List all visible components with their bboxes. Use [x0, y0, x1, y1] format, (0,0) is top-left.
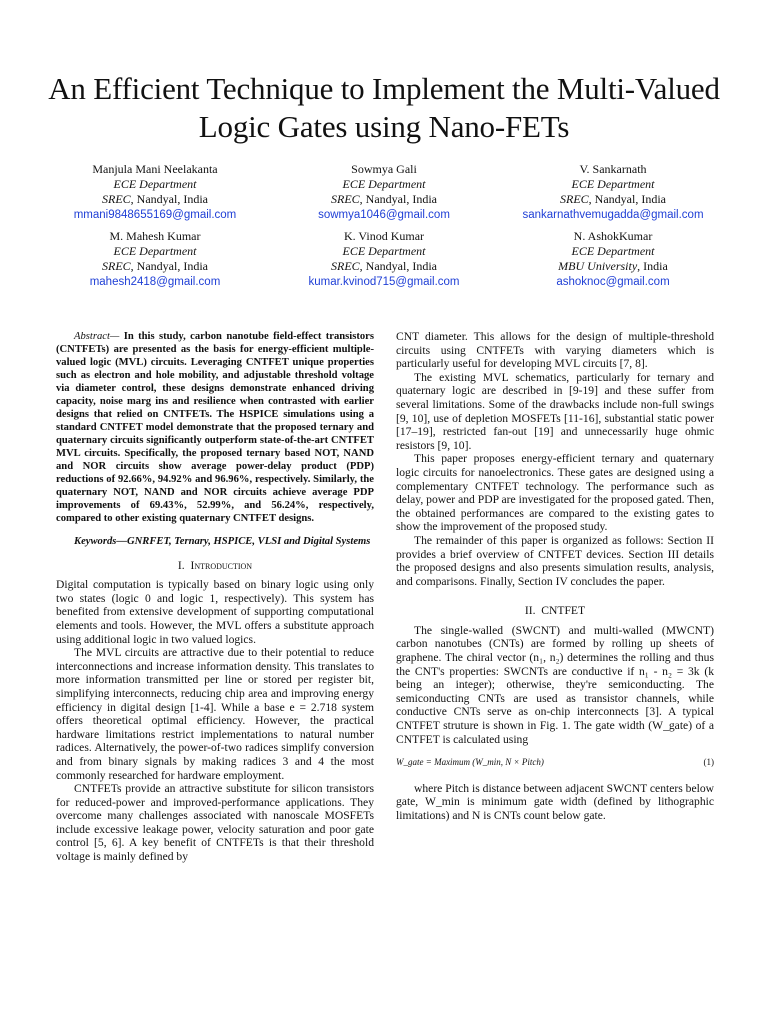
section-heading-introduction: I. Introduction: [177, 558, 253, 572]
intro-paragraph: CNTFETs provide an attractive substitute for silicon transistors for reduced-power and improved-performance applications. They overcome many challenges associated with nanoscale MOSFETs include excessive leakage power, velocity saturation and poor gate control [5, 6]. A key benefit of CNTFETs is that their threshold voltage is mainly defined by: [56, 782, 374, 864]
author-affiliation: SREC, Nandyal, India: [560, 192, 666, 207]
equation-explanation: where Pitch is distance between adjacent SWCNT centers below gate, W_min is minimum gate width (defined by lithographic limitations) and N is CNTs count below gate.: [396, 781, 714, 822]
paper-title: An Efficient Technique to Implement the Multi-Valued Logic Gates using Nano-FETs: [48, 71, 720, 144]
author-department: ECE Department: [571, 244, 655, 259]
author-name: M. Mahesh Kumar: [109, 229, 201, 243]
section-heading-cntfet: II. CNTFET: [524, 604, 586, 618]
body-paragraph: CNT diameter. This allows for the design of multiple-threshold circuits using CNTFETs with varying diameters which is particularly useful for developing MVL circuits [7, 8].: [396, 330, 714, 371]
body-paragraph: This paper proposes energy-efficient ternary and quaternary logic circuits for nanoelectronics. These gates are designed using a complementary CNTFET technology. The performance such as delay, power and PDP are investigated for the proposed gated. Then, the obtained performances are compared to the existing gates to show the improvement of the proposed study.: [396, 452, 714, 534]
author-name: Sowmya Gali: [351, 162, 417, 176]
author-email[interactable]: sowmya1046@gmail.com: [318, 208, 450, 221]
right-column: [396, 330, 714, 823]
author-department: ECE Department: [342, 177, 426, 192]
left-column: [56, 330, 374, 864]
cntfet-paragraph: The single-walled (SWCNT) and multi-walled (MWCNT) carbon nanotubes (CNTs) are formed by rolling up sheets of graphene. The chiral vector (n₁, n₂) determines the rolling and thus the CNT's properties: SWCNTs are conductive if n₁ - n₂ = 3k (k being an integer); otherwise, they're semiconducting. The semiconducting CNTs are used as transistor channels, while conductive CNTs serve as on-chip interconnects [3]. A typical CNTFET struture is shown in Fig. 1. The gate width (W_gate) of a CNTFET is calculated using: [396, 623, 714, 746]
abstract: [56, 330, 374, 525]
abstract-label: Abstract—: [74, 331, 120, 342]
equation-1: [396, 756, 714, 770]
author-card: [498, 162, 728, 223]
equation-text: W_gate = Maximum (W_min, N × Pitch): [396, 757, 544, 768]
abstract-text: In this study, carbon nanotube field-effect transistors (CNTFETs) are presented as the basis for energy-efficient multiple-valued logic (MVL) circuits. Leveraging CNTFET unique properties such as electron and hole mobility, and adjustable threshold voltage via diameter control, these designs demonstrate enhanced driving capacity, noise marg ins and resilience when contrasted with earlier designs that relied on CNTFETs. The HSPICE simulations using a standard CNTFET model demonstrate that the proposed ternary and quaternary circuits significantly outperform state-of-the-art CNTFET MVL circuits. Specifically, the proposed ternary based NOT, NAND and NOR circuits show average power-delay product (PDP) reductions of 92.66%, 94.92% and 96.96%, respectively. Similarly, the quaternary NOT, NAND and NOR circuits achieve average PDP improvements of 69.43%, 52.99%, and 56.24%, respectively, compared to other existing quaternary CNTFET designs.: [56, 331, 374, 524]
author-name: V. Sankarnath: [579, 162, 647, 176]
author-department: ECE Department: [342, 244, 426, 259]
author-department: ECE Department: [571, 177, 655, 192]
author-email[interactable]: mahesh2418@gmail.com: [89, 275, 221, 288]
author-card: [40, 229, 270, 290]
author-department: ECE Department: [113, 177, 197, 192]
keywords: [56, 535, 374, 549]
body-paragraph: The remainder of this paper is organized as follows: Section II provides a brief overview of CNTFET devices. Section III details the proposed designs and also presents simulation results, analysis, and comparisons. Finally, Section IV concludes the paper.: [396, 533, 714, 588]
keywords-text: GNRFET, Ternary, HSPICE, VLSI and Digital Systems: [126, 536, 371, 547]
author-department: ECE Department: [113, 244, 197, 259]
author-card: [40, 162, 270, 223]
author-affiliation: SREC, Nandyal, India: [102, 259, 208, 274]
author-affiliation: SREC, Nandyal, India: [331, 259, 437, 274]
author-affiliation: SREC, Nandyal, India: [102, 192, 208, 207]
author-affiliation: SREC, Nandyal, India: [331, 192, 437, 207]
author-card: [269, 229, 499, 290]
author-email[interactable]: mmani9848655169@gmail.com: [73, 208, 237, 221]
author-name: K. Vinod Kumar: [343, 229, 425, 243]
author-card: [498, 229, 728, 290]
author-card: [269, 162, 499, 223]
body-paragraph: The existing MVL schematics, particularly for ternary and quaternary logic are described in [9-19] and these suffer from several limitations. Some of the drawbacks include non-full swings [9, 10], use of depletion MOSFETs [11-16], substantial static power [17–19], restricted fan-out [19] and unnecessarily huge ohmic resistors [9, 10].: [396, 370, 714, 452]
author-name: N. AshokKumar: [573, 229, 653, 243]
author-affiliation: MBU University, India: [558, 259, 668, 274]
keywords-label: Keywords—: [74, 536, 127, 547]
author-email[interactable]: sankarnathvemugadda@gmail.com: [522, 208, 704, 221]
intro-paragraph: The MVL circuits are attractive due to their potential to reduce interconnections and increase information density. This translates to more information transmitted per line or stored per register bit, simplifying interconnects, reducing chip area and improving energy efficiency in digital design [1-4]. While a base e = 2.718 system offers theoretical optimal efficiency. However, the practical hardware limitations restrict implementations to natural number radices. Alternatively, the power-of-two radices simplify conversion and from binary signals by making radices 3 and 4 the most commonly researched for hardware employment.: [56, 646, 374, 782]
author-name: Manjula Mani Neelakanta: [92, 162, 218, 176]
author-email[interactable]: kumar.kvinod715@gmail.com: [308, 275, 460, 288]
author-email[interactable]: ashoknoc@gmail.com: [556, 275, 670, 288]
intro-paragraph: Digital computation is typically based on binary logic using only two states (logic 0 and logic 1, respectively). This system has benefited from extensive development of supporting computational elements and tools. However, the MVL offers a substitute approach using additional logic in two valued logics.: [56, 578, 374, 646]
equation-number: (1): [703, 757, 714, 768]
